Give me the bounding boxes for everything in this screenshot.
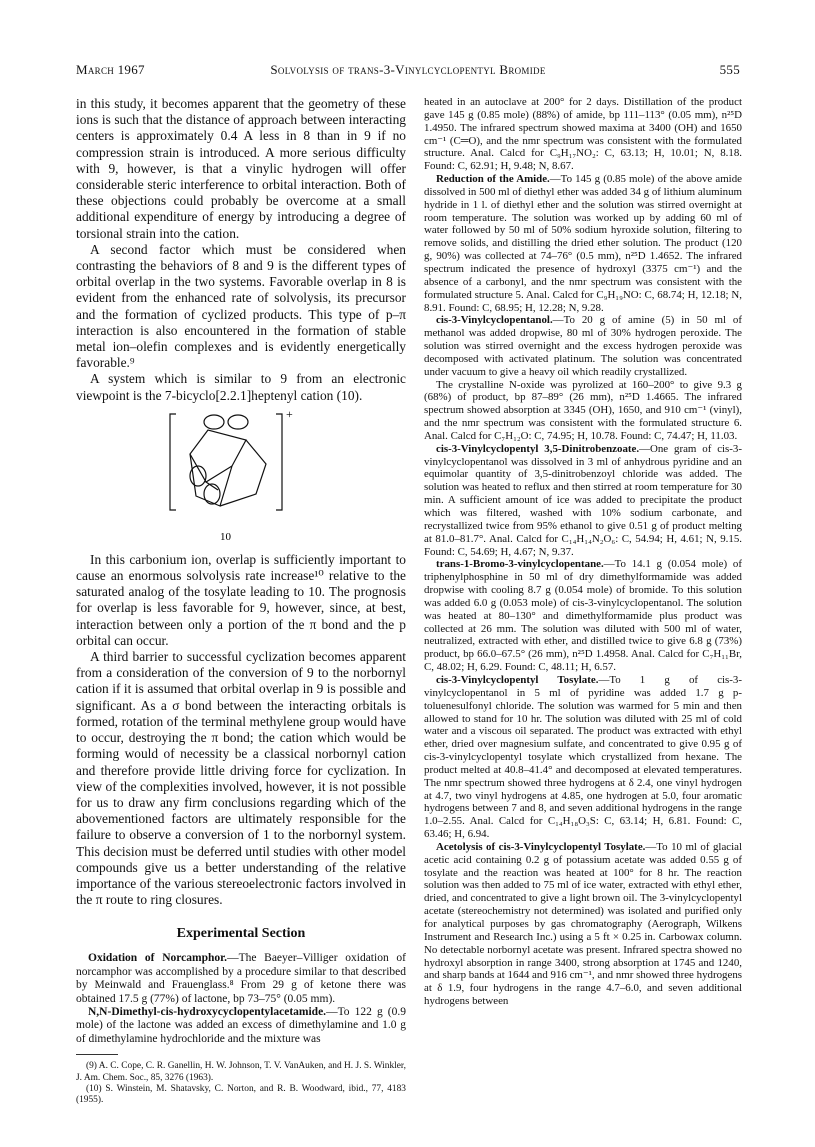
header-date: March 1967 bbox=[76, 62, 145, 77]
footnote: (9) A. C. Cope, C. R. Ganellin, H. W. Johnson, T. V. VanAuken, and H. J. S. Winkler, J. Am. Chem. Soc., 85, 3276 (1963). bbox=[76, 1061, 406, 1083]
experimental-paragraph: cis-3-Vinylcyclopentyl 3,5-Dinitrobenzoate.—One gram of cis-3-vinylcyclopentanol was dissolved in 3 ml of anhydrous pyridine and an equimolar quantity of 3,5-dinitrobenzoyl chloride was added. The solution was heated to reflux and then stirred at room temperature for 30 min. A sufficient amount of ice was added to precipitate the product which was filtered, washed with 10% sodium carbonate, and recrystallized twice from 95% ethanol to give 0.51 g of product melting at 81.0–81.7°. Anal. Calcd for C₁₄H₁₄N₂O₆: C, 54.94; H, 4.61; N, 9.15. Found: C, 54.69; H, 4.67; N, 9.37. bbox=[424, 442, 742, 558]
procedure-title: cis-3-Vinylcyclopentyl Tosylate. bbox=[436, 673, 599, 686]
procedure-title: Acetolysis of cis-3-Vinylcyclopentyl Tosylate. bbox=[436, 840, 646, 853]
experimental-paragraph: Reduction of the Amide.—To 145 g (0.85 mole) of the above amide dissolved in 500 ml of diethyl ether was added 34 g of lithium aluminum hydride in 1 l. of diethyl ether and the solution was stirred overnight at room temperature. The solution was worked up by adding 60 ml of water followed by 50 ml of 50% sodium hyroxide solution, filtering to remove solids, and distilling the dried ether solution. The product (120 g, 90%) was collected at 74–76° (0.5 mm), n²⁵D 1.4652. The infrared spectrum indicated the presence of hydroxyl (3375 cm⁻¹) and the absence of a carbonyl, and the nmr spectrum was consistent with the formulated structure 5. Anal. Calcd for C₉H₁₉NO: C, 68.74; H, 12.18; N, 8.91. Found: C, 68.95; H, 12.28; N, 9.28. bbox=[424, 173, 742, 314]
experimental-paragraph: N,N-Dimethyl-cis-hydroxycyclopentylacetamide.—To 122 g (0.9 mole) of the lactone was added an excess of dimethylamine and 1.0 g of dimethylamine hydrochloride and the mixture was bbox=[76, 1005, 406, 1045]
left-paragraph: A system which is similar to 9 from an electronic viewpoint is the 7-bicyclo[2.2.1]heptenyl cation (10). bbox=[76, 371, 406, 403]
experimental-paragraph: cis-3-Vinylcyclopentyl Tosylate.—To 1 g of cis-3-vinylcyclopentanol in 5 ml of pyridine was added 1.7 g p-toluenesulfonyl chloride. The solution was warmed for 5 min and then allowed to stand for 10 hr. The solution was diluted with 25 ml of cold water and a viscous oil separated. The product was extracted with ethyl ether, dried over magnesium sulfate, and concentrated to give 0.95 g of cis-3-vinylcyclopentyl tosylate which crystallized from hexane. The product melted at 40.8–41.4° and decomposed at elevated temperatures. The nmr spectrum showed three hydrogens at δ 2.4, one vinyl hydrogen at 4.7, two vinyl hydrogens at 4.85, one hydrogen at 5.0, four aromatic hydrogens between 7 and 8, and seven additional hydrogens in the range 1.0–2.55. Anal. Calcd for C₁₄H₁₈O₃S: C, 63.14; H, 6.81. Found: C, 63.46; H, 6.94. bbox=[424, 673, 742, 841]
left-paragraph: A third barrier to successful cyclization becomes apparent from a consideration of the conversion of 9 to the norbornyl cation if it is assumed that orbital overlap in 9 is possible and significant. As a σ bond between the interacting orbitals is formed, rotation of the terminal methylene group would have to occur, destroying the π bond; the cation which would be forming would of necessity be a classical norbornyl cation and therefore provide little driving force for cyclization. In view of the complexities involved, however, it is not possible for us to draw any firm conclusions regarding which of the abovementioned factors are ultimately responsible for the failure to observe a conversion of 1 to the norbornyl system. This decision must be deferred until studies with other model compounds give us a better understanding of the relative importance of the various stereoelectronic factors involved in the π route to ring closures. bbox=[76, 649, 406, 908]
footnote-rule bbox=[76, 1054, 118, 1055]
procedure-title: trans-1-Bromo-3-vinylcyclopentane. bbox=[436, 558, 604, 571]
procedure-title: N,N-Dimethyl-cis-hydroxycyclopentylacetamide. bbox=[88, 1005, 327, 1018]
footnote: (10) S. Winstein, M. Shatavsky, C. Norton, and R. B. Woodward, ibid., 77, 4183 (1955). bbox=[76, 1083, 406, 1106]
left-paragraph: In this carbonium ion, overlap is sufficiently important to cause an enormous solvolysis rate increase¹⁰ relative to the saturated analog of the tosylate leading to 10. The prognosis for overlap is less favorable for 9, however, since, at best, interaction between only a portion of the π bond and the p orbital can occur. bbox=[76, 551, 406, 648]
left-column bbox=[76, 96, 406, 1107]
procedure-title: cis-3-Vinylcyclopentyl 3,5-Dinitrobenzoate. bbox=[436, 442, 640, 455]
section-heading: Experimental Section bbox=[176, 926, 306, 942]
running-header bbox=[76, 62, 740, 84]
bicycloheptenyl-cation-structure bbox=[168, 408, 308, 548]
procedure-title: Oxidation of Norcamphor. bbox=[88, 952, 228, 965]
procedure-title: Reduction of the Amide. bbox=[436, 173, 550, 186]
experimental-paragraph: cis-3-Vinylcyclopentanol.—To 20 g of amine (5) in 50 ml of methanol was added dropwise, 80 ml of 30% hydrogen peroxide. The solution was stirred overnight and the excess hydrogen peroxide was decomposed with activated platinum. The solution was concentrated under vacuum to give a heavy oil which readily crystallized. bbox=[424, 314, 742, 378]
procedure-title: cis-3-Vinylcyclopentanol. bbox=[436, 314, 553, 327]
experimental-paragraph: heated in an autoclave at 200° for 2 days. Distillation of the product gave 145 g (0.85 mole) (88%) of amide, bp 111–113° (0.05 mm), n²⁵D 1.4950. The infrared spectrum showed maxima at 3400 (OH) and 1650 cm⁻¹ (C═O), and the nmr spectrum was consistent with the formulated structure. Anal. Calcd for C₉H₁₇NO₂: C, 63.13; H, 10.01; N, 8.18. Found: C, 62.91; H, 9.48; N, 8.67. bbox=[424, 96, 742, 173]
experimental-paragraph: The crystalline N-oxide was pyrolized at 160–200° to give 9.3 g (68%) of product, bp 87–89° (26 mm), n²⁵D 1.4665. The infrared spectrum showed absorption at 3345 (OH), 1650, and 910 cm⁻¹ (vinyl), and the nmr spectrum was consistent with the formulated structure 6. Anal. Calcd for C₇H₁₂O: C, 74.95; H, 10.78. Found: C, 74.47; H, 11.03. bbox=[424, 378, 742, 442]
experimental-paragraph: Acetolysis of cis-3-Vinylcyclopentyl Tosylate.—To 10 ml of glacial acetic acid containing 0.2 g of potassium acetate was added 0.55 g of tosylate and the reaction was heated at 100° for 8 hr. The reaction solution was then added to 75 ml of ice water, extracted with ethyl ether, dried, and concentrated to give a light brown oil. The 3-vinylcyclopentyl acetate (stereochemistry not determined) was isolated and purified only for analytical purposes by gas chromatography (Aerograph, Wilkens Instrument and Research Inc.) using a 5 ft × 0.25 in. Carbowax column. No detectable norbornyl acetate was present. Infrared spectra showed no hydroxyl absorption in range 3400, strong absorption at 1745 and 1240, and sharp bands at 1644 and 916 cm⁻¹, and nmr showed three hydrogens at δ 1.9, four hydrogens in the range 4.7–6.0, and seven additional hydrogens between bbox=[424, 840, 742, 1008]
left-paragraph: in this study, it becomes apparent that the geometry of these ions is such that the distance of approach between interacting centers is approximately 0.4 A less in 8 than in 9 if no compression strain is introduced. A more serious difficulty with 9, however, is that a vinylic hydrogen will offer considerable steric interference to orbital interaction. Both of these objections could probably be overcome at a small additional expenditure of energy by introducing a degree of torsional strain into the cation. bbox=[76, 96, 406, 241]
structure-figure-10 bbox=[76, 408, 406, 550]
figure-label: 10 bbox=[220, 530, 231, 543]
experimental-paragraph: trans-1-Bromo-3-vinylcyclopentane.—To 14.1 g (0.054 mole) of triphenylphosphine in 50 ml of dry dimethylformamide was added dropwise with cooling 8.7 g (0.054 mole) of bromide. To this solution was added 6.0 g (0.053 mole) of cis-3-vinylcyclopentanol. The solution was heated at 80–130° and dimethylformamide plus product was collected at 26 mm. The solution was diluted with 500 ml of water, neutralized, extracted with ether, and distilled twice to give 6.8 g (73%) product, bp 66.0–67.5° (26 mm), n²⁵D 1.4958. Anal. Calcd for C₇H₁₁Br, C, 48.02; H, 6.29. Found: C, 48.11; H, 6.57. bbox=[424, 558, 742, 674]
left-paragraph: A second factor which must be considered when contrasting the behaviors of 8 and 9 is the different types of orbital overlap in the two systems. Favorable overlap in 8 is evident from the enhanced rate of solvolysis, its precursor and the formation of cyclized products. This type of p–π interaction is also encountered in the formation of stable metal ion–olefin complexes and is evidently energetically favorable.⁹ bbox=[76, 241, 406, 371]
right-column bbox=[424, 96, 742, 1008]
experimental-paragraph: Oxidation of Norcamphor.—The Baeyer–Villiger oxidation of norcamphor was accomplished by a procedure similar to that described by Meinwald and Frauenglass.⁸ From 29 g of ketone there was obtained 17.5 g (77%) of lactone, bp 73–75° (0.05 mm). bbox=[76, 952, 406, 1005]
header-title: Solvolysis of trans-3-Vinylcyclopentyl Bromide bbox=[270, 62, 546, 77]
cation-charge: + bbox=[286, 407, 293, 421]
page-number: 555 bbox=[719, 62, 740, 77]
